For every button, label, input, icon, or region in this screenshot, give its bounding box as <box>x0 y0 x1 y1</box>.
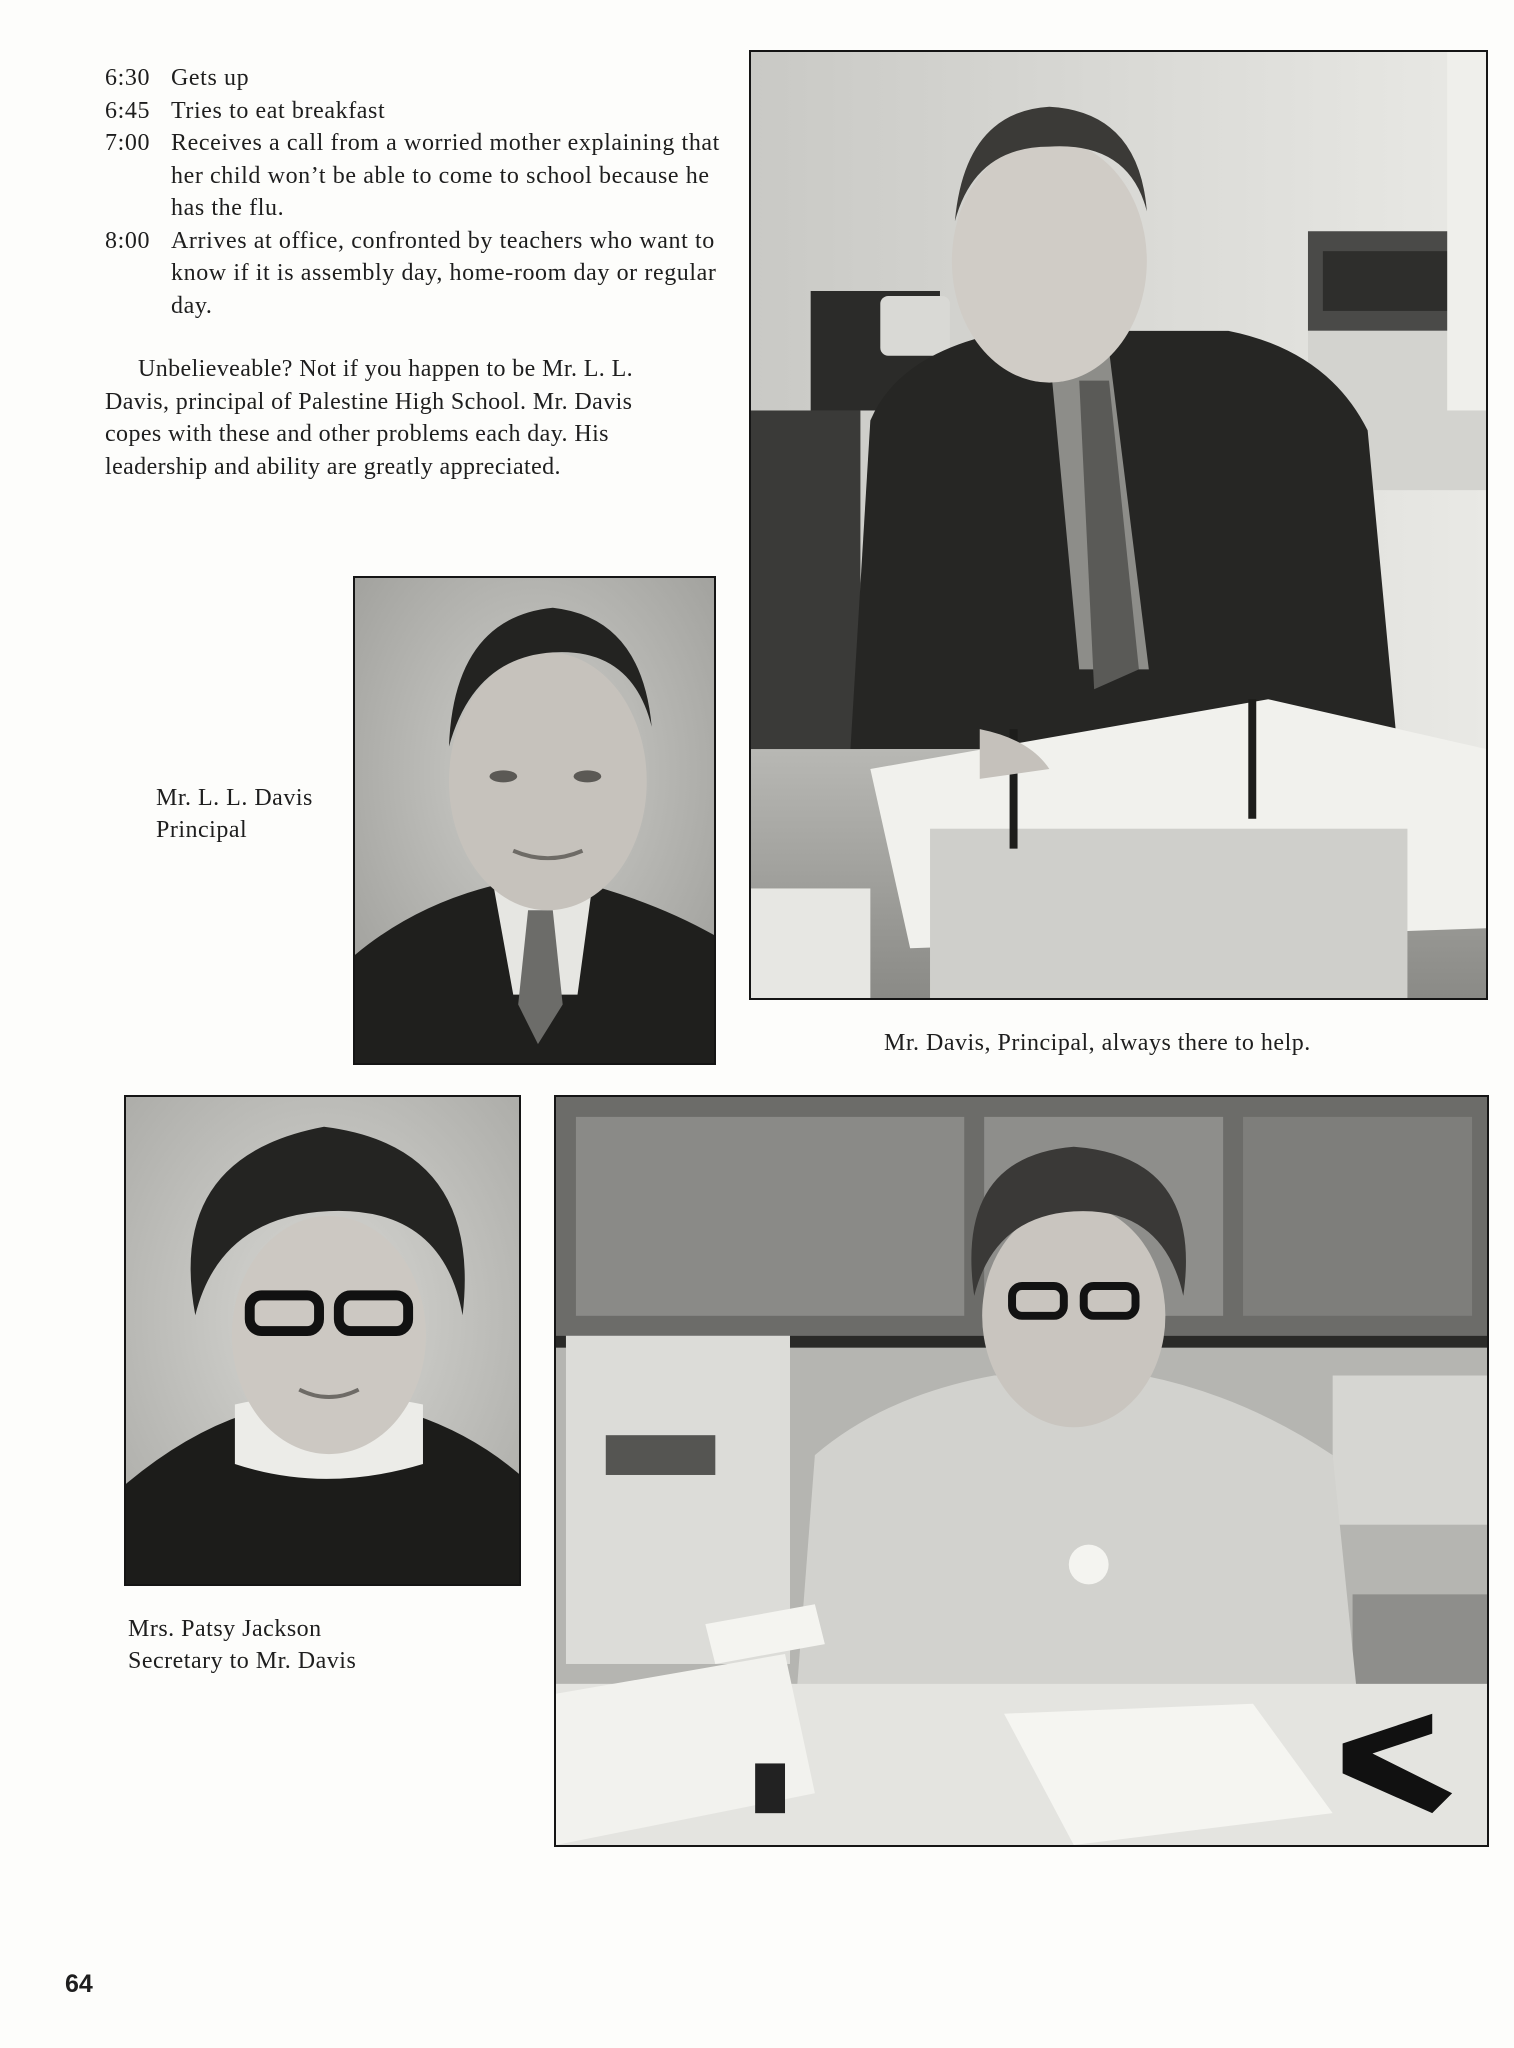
secretary-title: Secretary to Mr. Davis <box>128 1648 357 1674</box>
principal-title: Principal <box>156 817 248 843</box>
schedule-text: Receives a call from a worried mother explaining that her child won’t be able to come to school because he has the flu. <box>171 130 720 221</box>
secretary-name: Mrs. Patsy Jackson <box>128 1616 322 1642</box>
principal-office-caption: Mr. Davis, Principal, always there to help. <box>884 1030 1311 1056</box>
secretary-portrait-photo <box>124 1095 521 1586</box>
schedule-time: 6:30 <box>105 65 151 91</box>
principal-portrait-caption <box>156 782 313 846</box>
schedule-item <box>105 62 725 95</box>
daily-schedule <box>105 62 725 322</box>
schedule-time: 6:45 <box>105 97 151 124</box>
schedule-text: Tries to eat breakfast <box>171 97 386 124</box>
schedule-item <box>105 95 725 128</box>
secretary-office-photo <box>554 1095 1489 1847</box>
principal-name: Mr. L. L. Davis <box>156 785 313 811</box>
secretary-portrait-caption <box>128 1613 356 1677</box>
page-number: 64 <box>65 1970 93 1998</box>
schedule-item <box>105 127 725 225</box>
schedule-item <box>105 225 725 323</box>
schedule-time: 7:00 <box>105 130 151 156</box>
schedule-text: Gets up <box>171 65 250 91</box>
principal-office-photo <box>749 50 1488 1000</box>
schedule-time: 8:00 <box>105 227 151 254</box>
principal-portrait-photo <box>353 576 716 1065</box>
schedule-text: Arrives at office, confronted by teachers who want to know if it is assembly day, home-room day or regular day. <box>171 227 717 319</box>
intro-paragraph: Unbelieveable? Not if you happen to be Mr. L. L. Davis, principal of Palestine High School. Mr. Davis copes with these and other problems each day. His leadership and ability are greatly appreciated. <box>105 356 634 480</box>
